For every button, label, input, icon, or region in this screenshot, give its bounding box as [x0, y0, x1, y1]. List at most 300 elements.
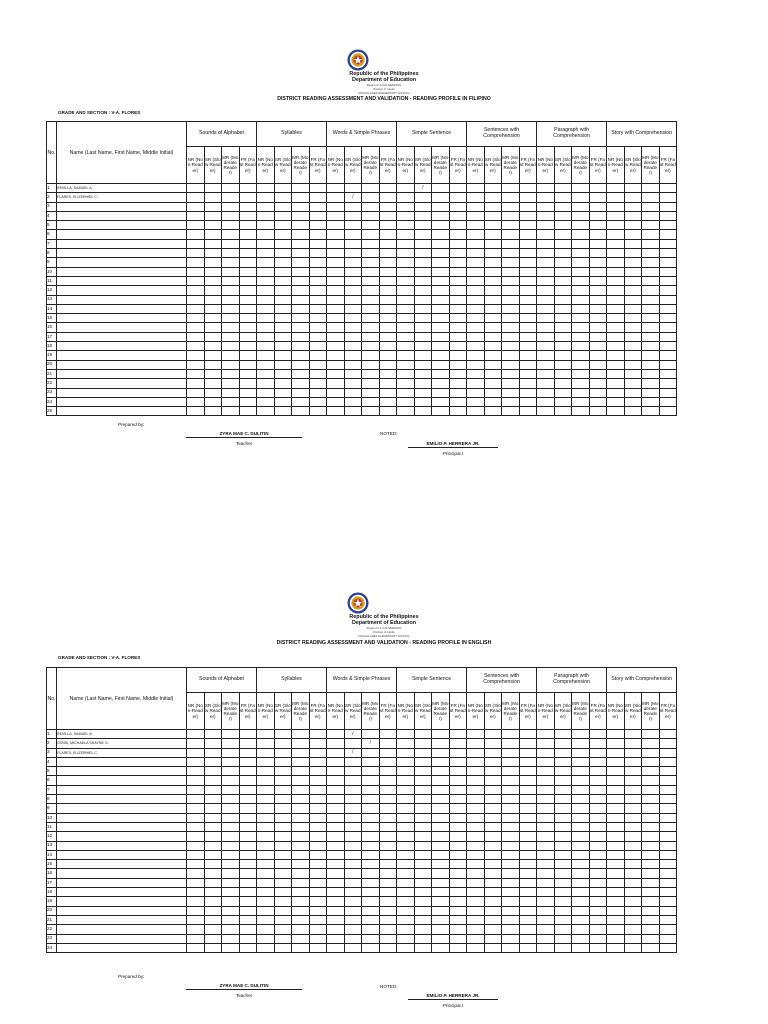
assessment-cell [379, 832, 397, 841]
reader-level-header: SR (Slow Reader) [624, 147, 642, 184]
assessment-cell [239, 813, 257, 822]
assessment-cell [292, 915, 310, 924]
assessment-cell [204, 748, 222, 757]
assessment-cell [257, 925, 275, 934]
assessment-cell [397, 795, 415, 804]
assessment-cell [589, 860, 607, 869]
assessment-cell [222, 878, 240, 887]
assessment-cell [362, 897, 380, 906]
assessment-cell [624, 897, 642, 906]
assessment-cell [642, 757, 660, 766]
assessment-cell [467, 804, 485, 813]
assessment-cell [484, 850, 502, 859]
reader-level-header: SR (Slow Reader) [484, 693, 502, 730]
row-number: 17 [47, 878, 57, 887]
row-number: 6 [47, 230, 57, 239]
category-header: Paragraph with Comprehension [537, 668, 607, 693]
assessment-cell [572, 925, 590, 934]
assessment-cell [572, 860, 590, 869]
table-row [47, 869, 677, 878]
assessment-cell [607, 776, 625, 785]
assessment-cell [432, 795, 450, 804]
assessment-cell [467, 878, 485, 887]
assessment-cell [554, 822, 572, 831]
assessment-cell [414, 860, 432, 869]
assessment-cell [449, 785, 467, 794]
table-row [47, 785, 677, 794]
assessment-cell [484, 878, 502, 887]
header-republic: Republic of the Philippines [349, 71, 419, 77]
student-name [57, 776, 187, 785]
assessment-cell [589, 767, 607, 776]
assessment-cell [414, 767, 432, 776]
assessment-cell [502, 813, 520, 822]
assessment-cell [554, 757, 572, 766]
assessment-cell [607, 822, 625, 831]
assessment-cell [397, 943, 415, 952]
row-number: 1 [47, 730, 57, 739]
assessment-cell [344, 776, 362, 785]
assessment-cell [537, 757, 555, 766]
assessment-cell [204, 906, 222, 915]
assessment-cell [624, 767, 642, 776]
assessment-cell [502, 776, 520, 785]
assessment-cell [222, 915, 240, 924]
assessment-cell [414, 739, 432, 748]
assessment-cell [624, 748, 642, 757]
assessment-cell [239, 878, 257, 887]
assessment-cell [607, 813, 625, 822]
assessment-cell [379, 915, 397, 924]
assessment-cell [187, 869, 205, 878]
assessment-cell [414, 869, 432, 878]
assessment-cell [222, 832, 240, 841]
reader-level-header: SR (Slow Reader) [414, 693, 432, 730]
student-name [57, 915, 187, 924]
assessment-cell [572, 869, 590, 878]
assessment-cell [362, 869, 380, 878]
teacher-role: Teacher [235, 993, 253, 998]
assessment-cell [554, 943, 572, 952]
assessment-cell [642, 915, 660, 924]
assessment-cell [467, 767, 485, 776]
assessment-cell [239, 832, 257, 841]
assessment-cell [519, 897, 537, 906]
assessment-cell [554, 869, 572, 878]
assessment-cell [204, 767, 222, 776]
assessment-cell [414, 897, 432, 906]
assessment-cell [187, 767, 205, 776]
student-name [57, 906, 187, 915]
assessment-cell [449, 888, 467, 897]
table-row [47, 841, 677, 850]
assessment-cell [607, 841, 625, 850]
assessment-cell [624, 841, 642, 850]
assessment-cell [187, 730, 205, 739]
assessment-cell [502, 832, 520, 841]
assessment-cell [344, 841, 362, 850]
assessment-cell [309, 888, 327, 897]
assessment-cell [624, 888, 642, 897]
assessment-cell [309, 915, 327, 924]
assessment-cell [432, 943, 450, 952]
assessment-cell [257, 776, 275, 785]
assessment-cell [572, 897, 590, 906]
table-row [47, 739, 677, 748]
assessment-cell [379, 878, 397, 887]
assessment-cell [292, 785, 310, 794]
assessment-cell [239, 757, 257, 766]
assessment-cell [624, 906, 642, 915]
assessment-cell [659, 795, 677, 804]
assessment-cell [187, 813, 205, 822]
assessment-cell [572, 813, 590, 822]
assessment-cell [397, 832, 415, 841]
row-number: 9 [47, 804, 57, 813]
assessment-cell [484, 934, 502, 943]
assessment-cell [449, 832, 467, 841]
teacher-name: ZYRA MAE C. DULITIN [186, 431, 302, 438]
assessment-cell [484, 776, 502, 785]
assessment-cell [327, 832, 345, 841]
assessment-cell [607, 943, 625, 952]
assessment-cell [572, 888, 590, 897]
assessment-cell [414, 925, 432, 934]
reading-profile-table [46, 667, 677, 953]
assessment-cell [414, 832, 432, 841]
assessment-cell [292, 888, 310, 897]
assessment-cell [432, 767, 450, 776]
assessment-cell [397, 906, 415, 915]
assessment-cell [589, 822, 607, 831]
assessment-cell [572, 878, 590, 887]
assessment-cell [222, 888, 240, 897]
assessment-cell [379, 943, 397, 952]
assessment-cell [187, 822, 205, 831]
reader-level-header: MR (Moderate Reader) [292, 693, 310, 730]
assessment-cell [187, 925, 205, 934]
assessment-cell [274, 869, 292, 878]
assessment-cell [502, 906, 520, 915]
assessment-cell [327, 795, 345, 804]
assessment-cell [659, 776, 677, 785]
assessment-cell [642, 841, 660, 850]
assessment-cell [554, 897, 572, 906]
assessment-cell [467, 906, 485, 915]
assessment-cell [432, 850, 450, 859]
assessment-cell [589, 748, 607, 757]
assessment-cell [309, 841, 327, 850]
assessment-cell [502, 925, 520, 934]
category-header: Words & Simple Phrases [327, 668, 397, 693]
table-row [47, 906, 677, 915]
assessment-cell [572, 906, 590, 915]
assessment-cell [449, 897, 467, 906]
assessment-cell [572, 748, 590, 757]
student-name [57, 943, 187, 952]
assessment-cell [309, 776, 327, 785]
reader-level-header: NR (Non-Reader) [537, 147, 555, 184]
assessment-cell [414, 906, 432, 915]
assessment-cell [589, 897, 607, 906]
assessment-cell [659, 906, 677, 915]
reader-level-header: SR (Slow Reader) [274, 693, 292, 730]
assessment-cell [204, 934, 222, 943]
principal-name: EMILIO P. HERRERA JR. [408, 993, 498, 1000]
category-header: Sentences with Comprehension [467, 668, 537, 693]
student-name [57, 878, 187, 887]
category-header: Story with Comprehension [607, 122, 677, 147]
assessment-cell [292, 869, 310, 878]
assessment-cell [589, 906, 607, 915]
assessment-cell [607, 915, 625, 924]
assessment-cell [239, 822, 257, 831]
assessment-cell [344, 739, 362, 748]
assessment-cell [309, 897, 327, 906]
assessment-cell [554, 739, 572, 748]
assessment-cell [519, 813, 537, 822]
assessment-cell [344, 915, 362, 924]
category-header: Story with Comprehension [607, 668, 677, 693]
assessment-cell [449, 841, 467, 850]
assessment-cell [222, 748, 240, 757]
assessment-cell [397, 915, 415, 924]
assessment-cell [642, 748, 660, 757]
assessment-cell [379, 869, 397, 878]
assessment-cell [519, 915, 537, 924]
assessment-cell [397, 804, 415, 813]
reader-level-header: SR (Slow Reader) [414, 147, 432, 184]
assessment-cell [274, 757, 292, 766]
assessment-cell [659, 869, 677, 878]
assessment-cell [484, 888, 502, 897]
row-number: 10 [47, 813, 57, 822]
category-header: Words & Simple Phrases [327, 122, 397, 147]
assessment-cell [484, 925, 502, 934]
assessment-cell [187, 832, 205, 841]
assessment-cell [449, 878, 467, 887]
assessment-cell [362, 860, 380, 869]
assessment-cell [502, 804, 520, 813]
assessment-cell [414, 878, 432, 887]
table-row [47, 850, 677, 859]
assessment-cell [502, 869, 520, 878]
check-mark: / [362, 739, 380, 748]
row-number: 16 [47, 323, 57, 332]
noted-label: NOTED: [380, 431, 398, 436]
assessment-cell [484, 730, 502, 739]
assessment-cell [484, 804, 502, 813]
assessment-cell [239, 888, 257, 897]
assessment-cell [607, 730, 625, 739]
reader-level-header: MR (Moderate Reader) [642, 147, 660, 184]
assessment-cell [344, 785, 362, 794]
assessment-cell [187, 850, 205, 859]
assessment-cell [624, 850, 642, 859]
assessment-cell [484, 915, 502, 924]
assessment-cell [432, 730, 450, 739]
assessment-cell [432, 757, 450, 766]
assessment-cell [222, 730, 240, 739]
assessment-cell [309, 850, 327, 859]
reader-level-header: NR (Non-Reader) [327, 693, 345, 730]
reader-level-header: MR (Moderate Reader) [362, 693, 380, 730]
assessment-cell [344, 906, 362, 915]
assessment-cell [449, 925, 467, 934]
assessment-cell [327, 906, 345, 915]
assessment-cell [309, 832, 327, 841]
assessment-cell [257, 850, 275, 859]
assessment-cell [607, 850, 625, 859]
assessment-cell [414, 934, 432, 943]
assessment-cell [659, 813, 677, 822]
assessment-cell [502, 934, 520, 943]
assessment-cell [449, 822, 467, 831]
assessment-cell [589, 934, 607, 943]
assessment-cell [537, 878, 555, 887]
category-header: Sentences with Comprehension [467, 122, 537, 147]
assessment-cell [309, 943, 327, 952]
principal-role: Principal I [442, 451, 464, 456]
assessment-cell [519, 739, 537, 748]
row-number: 22 [47, 925, 57, 934]
assessment-cell [659, 915, 677, 924]
assessment-cell [624, 730, 642, 739]
assessment-cell [467, 925, 485, 934]
assessment-cell [449, 795, 467, 804]
assessment-cell [502, 915, 520, 924]
assessment-cell [502, 748, 520, 757]
assessment-cell [274, 897, 292, 906]
assessment-cell [659, 925, 677, 934]
assessment-cell [554, 934, 572, 943]
assessment-cell [292, 748, 310, 757]
row-number: 20 [47, 906, 57, 915]
assessment-cell [484, 785, 502, 794]
table-row [47, 767, 677, 776]
assessment-cell [239, 804, 257, 813]
reader-level-header: FR (Fast Reader) [519, 147, 537, 184]
assessment-cell [414, 888, 432, 897]
assessment-cell [659, 897, 677, 906]
assessment-cell [379, 730, 397, 739]
assessment-cell [257, 730, 275, 739]
reader-level-header: FR (Fast Reader) [519, 693, 537, 730]
assessment-cell [309, 934, 327, 943]
reader-level-header: MR (Moderate Reader) [502, 147, 520, 184]
assessment-cell [432, 925, 450, 934]
assessment-cell [344, 925, 362, 934]
assessment-cell [397, 888, 415, 897]
assessment-cell [572, 934, 590, 943]
assessment-cell [607, 804, 625, 813]
assessment-cell [659, 739, 677, 748]
assessment-cell [257, 804, 275, 813]
assessment-cell [537, 822, 555, 831]
assessment-cell [449, 943, 467, 952]
assessment-cell [397, 897, 415, 906]
assessment-cell [257, 813, 275, 822]
row-number: 8 [47, 795, 57, 804]
assessment-cell [274, 813, 292, 822]
assessment-cell [642, 934, 660, 943]
assessment-cell [362, 888, 380, 897]
teacher-name: ZYRA MAE C. DULITIN [186, 983, 302, 990]
reader-level-header: SR (Slow Reader) [344, 693, 362, 730]
assessment-cell [397, 934, 415, 943]
assessment-cell [519, 748, 537, 757]
assessment-cell [309, 785, 327, 794]
header-department: Department of Education [351, 620, 417, 626]
assessment-cell [397, 869, 415, 878]
assessment-cell [204, 822, 222, 831]
assessment-cell [222, 757, 240, 766]
assessment-cell [624, 785, 642, 794]
row-number: 21 [47, 915, 57, 924]
assessment-cell [239, 841, 257, 850]
assessment-cell [362, 925, 380, 934]
assessment-cell [257, 897, 275, 906]
assessment-cell [239, 906, 257, 915]
assessment-cell [659, 832, 677, 841]
header-republic: Republic of the Philippines [349, 614, 419, 620]
assessment-cell [554, 925, 572, 934]
assessment-cell [432, 888, 450, 897]
assessment-cell [624, 795, 642, 804]
assessment-cell [642, 906, 660, 915]
assessment-cell [274, 795, 292, 804]
assessment-cell [274, 915, 292, 924]
assessment-cell [222, 934, 240, 943]
assessment-cell [449, 869, 467, 878]
assessment-cell [484, 906, 502, 915]
assessment-cell [327, 850, 345, 859]
assessment-cell [274, 767, 292, 776]
assessment-cell [659, 785, 677, 794]
assessment-cell [344, 804, 362, 813]
assessment-cell [344, 897, 362, 906]
assessment-cell [292, 795, 310, 804]
assessment-cell [397, 850, 415, 859]
assessment-cell [344, 767, 362, 776]
row-number: 25 [47, 407, 57, 416]
assessment-cell [397, 841, 415, 850]
table-row [47, 897, 677, 906]
assessment-cell [624, 925, 642, 934]
assessment-cell [537, 915, 555, 924]
assessment-cell [484, 767, 502, 776]
student-name [57, 785, 187, 794]
assessment-cell [379, 934, 397, 943]
assessment-cell [327, 878, 345, 887]
principal-name: EMILIO P. HERRERA JR. [408, 441, 498, 448]
assessment-cell [589, 785, 607, 794]
assessment-cell [589, 869, 607, 878]
assessment-cell [222, 841, 240, 850]
assessment-cell [344, 832, 362, 841]
row-number: 11 [47, 822, 57, 831]
assessment-cell [204, 832, 222, 841]
table-row [47, 934, 677, 943]
reader-level-header: FR (Fast Reader) [239, 693, 257, 730]
assessment-cell [642, 785, 660, 794]
assessment-cell [222, 860, 240, 869]
table-row [47, 915, 677, 924]
assessment-cell [659, 767, 677, 776]
row-number: 23 [47, 934, 57, 943]
assessment-cell [432, 860, 450, 869]
assessment-cell [222, 897, 240, 906]
